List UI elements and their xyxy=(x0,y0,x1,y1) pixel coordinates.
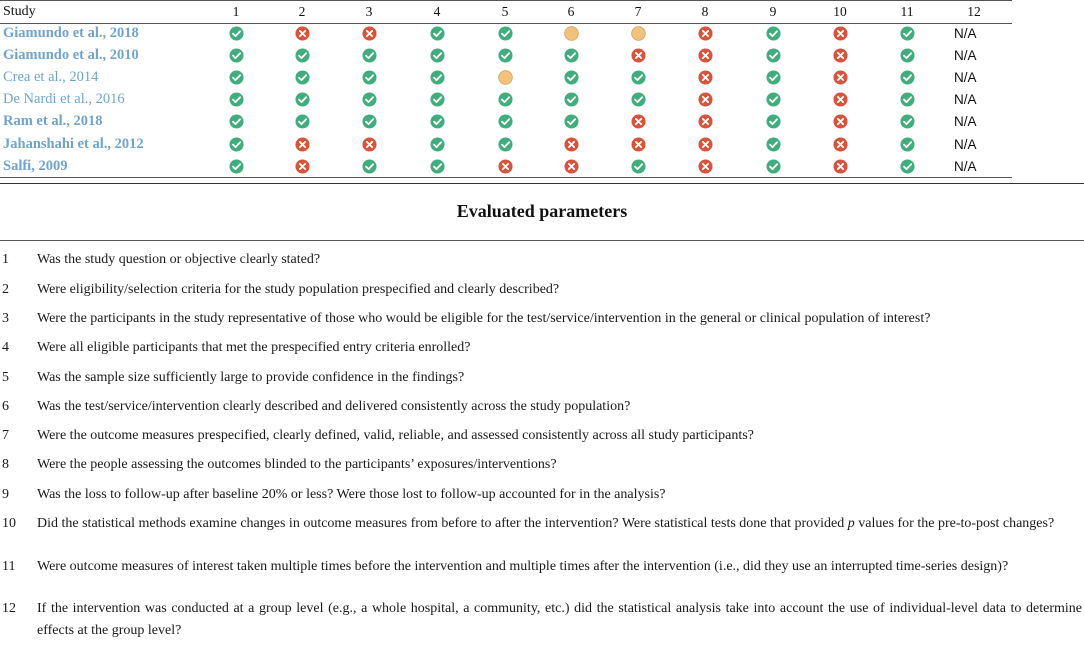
check-circle-icon xyxy=(229,137,244,152)
check-circle-icon xyxy=(362,114,377,129)
check-circle-icon xyxy=(564,48,579,63)
check-circle-icon xyxy=(564,92,579,107)
study-name: Giamundo et al., 2010 xyxy=(3,46,139,63)
section-divider xyxy=(0,183,1084,184)
cross-circle-icon xyxy=(631,137,646,152)
column-header-10: 10 xyxy=(833,4,847,19)
table-row xyxy=(0,22,1012,44)
cross-circle-icon xyxy=(698,92,713,107)
cross-circle-icon xyxy=(833,114,848,129)
not-applicable-value: N/A xyxy=(954,25,977,41)
column-header-9: 9 xyxy=(769,4,777,19)
not-applicable-value: N/A xyxy=(954,136,977,152)
column-header-7: 7 xyxy=(634,4,642,19)
check-circle-icon xyxy=(362,92,377,107)
check-circle-icon xyxy=(564,70,579,85)
check-circle-icon xyxy=(295,70,310,85)
parameter-number: 5 xyxy=(2,370,9,385)
cross-circle-icon xyxy=(631,114,646,129)
parameter-question: Were the outcome measures prespecified, clearly defined, valid, reliable, and assessed consistently across all study participants? xyxy=(37,428,754,443)
check-circle-icon xyxy=(362,159,377,174)
parameter-number: 3 xyxy=(2,311,9,326)
parameter-question: Were all eligible participants that met the prespecified entry criteria enrolled? xyxy=(37,340,471,355)
column-header-6: 6 xyxy=(567,4,575,19)
cross-circle-icon xyxy=(833,48,848,63)
cross-circle-icon xyxy=(833,70,848,85)
parameter-question: If the intervention was conducted at a group level (e.g., a whole hospital, a community, etc.) did the statistical analysis take into account the use of individual-level data to determine effects at the group level? xyxy=(37,601,1082,638)
column-header-11: 11 xyxy=(900,4,914,19)
table-row xyxy=(0,89,1012,111)
check-circle-icon xyxy=(766,92,781,107)
parameter-question: Did the statistical methods examine changes in outcome measures from before to after the intervention? Were statistical tests done that provided p values for the pre-to-post changes? xyxy=(37,516,1055,531)
parameter-question: Were the participants in the study representative of those who would be eligible for the test/service/intervention in the general or clinical population of interest? xyxy=(37,311,931,326)
check-circle-icon xyxy=(766,48,781,63)
column-header-12: 12 xyxy=(967,4,981,19)
check-circle-icon xyxy=(498,48,513,63)
check-circle-icon xyxy=(498,26,513,41)
parameter-number: 6 xyxy=(2,399,9,414)
check-circle-icon xyxy=(430,70,445,85)
check-circle-icon xyxy=(362,70,377,85)
table-row xyxy=(0,155,1012,177)
column-header-1: 1 xyxy=(232,4,240,19)
cross-circle-icon xyxy=(631,48,646,63)
check-circle-icon xyxy=(229,92,244,107)
cross-circle-icon xyxy=(833,92,848,107)
parameter-question: Were eligibility/selection criteria for the study population prespecified and clearly described? xyxy=(37,282,560,297)
check-circle-icon xyxy=(900,92,915,107)
table-row xyxy=(0,66,1012,88)
parameter-number: 1 xyxy=(2,252,9,267)
check-circle-icon xyxy=(564,114,579,129)
check-circle-icon xyxy=(900,70,915,85)
study-name: Giamundo et al., 2018 xyxy=(3,24,139,41)
study-name: Salfi, 2009 xyxy=(3,157,68,174)
cross-circle-icon xyxy=(833,159,848,174)
check-circle-icon xyxy=(295,48,310,63)
check-circle-icon xyxy=(631,92,646,107)
column-header-8: 8 xyxy=(701,4,709,19)
check-circle-icon xyxy=(900,48,915,63)
check-circle-icon xyxy=(766,70,781,85)
parameter-question: Were the people assessing the outcomes blinded to the participants’ exposures/interventions? xyxy=(37,457,557,472)
parameter-question: Was the test/service/intervention clearly described and delivered consistently across the study population? xyxy=(37,399,631,414)
cross-circle-icon xyxy=(295,26,310,41)
check-circle-icon xyxy=(498,92,513,107)
check-circle-icon xyxy=(229,114,244,129)
table-row xyxy=(0,133,1012,155)
cross-circle-icon xyxy=(833,26,848,41)
cross-circle-icon xyxy=(362,26,377,41)
check-circle-icon xyxy=(631,159,646,174)
parameter-number: 12 xyxy=(2,601,16,616)
not-applicable-value: N/A xyxy=(954,47,977,63)
cross-circle-icon xyxy=(564,159,579,174)
check-circle-icon xyxy=(766,137,781,152)
cross-circle-icon xyxy=(698,26,713,41)
cross-circle-icon xyxy=(295,137,310,152)
check-circle-icon xyxy=(498,137,513,152)
study-name: Crea et al., 2014 xyxy=(3,68,99,85)
parameter-question: Was the sample size sufficiently large to provide confidence in the findings? xyxy=(37,370,465,385)
parameter-question: Were outcome measures of interest taken multiple times before the intervention and multiple times after the intervention (i.e., did they use an interrupted time-series design)? xyxy=(37,559,1009,574)
not-applicable-value: N/A xyxy=(954,92,977,108)
check-circle-icon xyxy=(430,159,445,174)
check-circle-icon xyxy=(229,159,244,174)
cross-circle-icon xyxy=(564,137,579,152)
check-circle-icon xyxy=(229,70,244,85)
study-column-header: Study xyxy=(3,4,36,19)
check-circle-icon xyxy=(430,114,445,129)
not-applicable-value: N/A xyxy=(954,158,977,174)
study-name: Ram et al., 2018 xyxy=(3,113,103,130)
parameter-number: 11 xyxy=(2,559,16,574)
cross-circle-icon xyxy=(698,159,713,174)
unclear-circle-icon xyxy=(564,26,579,41)
parameter-question: Was the study question or objective clearly stated? xyxy=(37,252,321,267)
check-circle-icon xyxy=(229,26,244,41)
unclear-circle-icon xyxy=(631,26,646,41)
parameter-question: Was the loss to follow-up after baseline 20% or less? Were those lost to follow-up accounted for in the analysis? xyxy=(37,487,666,502)
parameter-number: 9 xyxy=(2,487,9,502)
check-circle-icon xyxy=(362,48,377,63)
table-bottom-rule xyxy=(0,177,1012,178)
not-applicable-value: N/A xyxy=(954,69,977,85)
cross-circle-icon xyxy=(362,137,377,152)
check-circle-icon xyxy=(900,26,915,41)
column-header-2: 2 xyxy=(298,4,306,19)
check-circle-icon xyxy=(766,26,781,41)
parameter-number: 4 xyxy=(2,340,9,355)
cross-circle-icon xyxy=(498,159,513,174)
cross-circle-icon xyxy=(698,48,713,63)
check-circle-icon xyxy=(766,114,781,129)
check-circle-icon xyxy=(900,137,915,152)
study-name: De Nardi et al., 2016 xyxy=(3,91,125,108)
table-row xyxy=(0,44,1012,66)
check-circle-icon xyxy=(295,114,310,129)
check-circle-icon xyxy=(430,26,445,41)
not-applicable-value: N/A xyxy=(954,114,977,130)
check-circle-icon xyxy=(900,114,915,129)
section-title: Evaluated parameters xyxy=(456,201,628,221)
unclear-circle-icon xyxy=(498,70,513,85)
column-header-4: 4 xyxy=(433,4,441,19)
check-circle-icon xyxy=(631,70,646,85)
cross-circle-icon xyxy=(833,137,848,152)
table-header-row xyxy=(0,0,1012,24)
parameter-number: 8 xyxy=(2,457,9,472)
check-circle-icon xyxy=(498,114,513,129)
parameter-number: 7 xyxy=(2,428,9,443)
column-header-3: 3 xyxy=(365,4,373,19)
check-circle-icon xyxy=(430,92,445,107)
check-circle-icon xyxy=(229,48,244,63)
parameter-number: 2 xyxy=(2,282,9,297)
check-circle-icon xyxy=(295,92,310,107)
parameters-list xyxy=(0,240,1084,638)
check-circle-icon xyxy=(900,159,915,174)
cross-circle-icon xyxy=(698,137,713,152)
table-row xyxy=(0,111,1012,133)
study-name: Jahanshahi et al., 2012 xyxy=(3,135,144,152)
cross-circle-icon xyxy=(698,114,713,129)
column-header-5: 5 xyxy=(501,4,509,19)
check-circle-icon xyxy=(430,137,445,152)
parameter-number: 10 xyxy=(2,516,16,531)
cross-circle-icon xyxy=(698,70,713,85)
check-circle-icon xyxy=(766,159,781,174)
check-circle-icon xyxy=(430,48,445,63)
cross-circle-icon xyxy=(295,159,310,174)
study-quality-table xyxy=(0,0,1012,174)
